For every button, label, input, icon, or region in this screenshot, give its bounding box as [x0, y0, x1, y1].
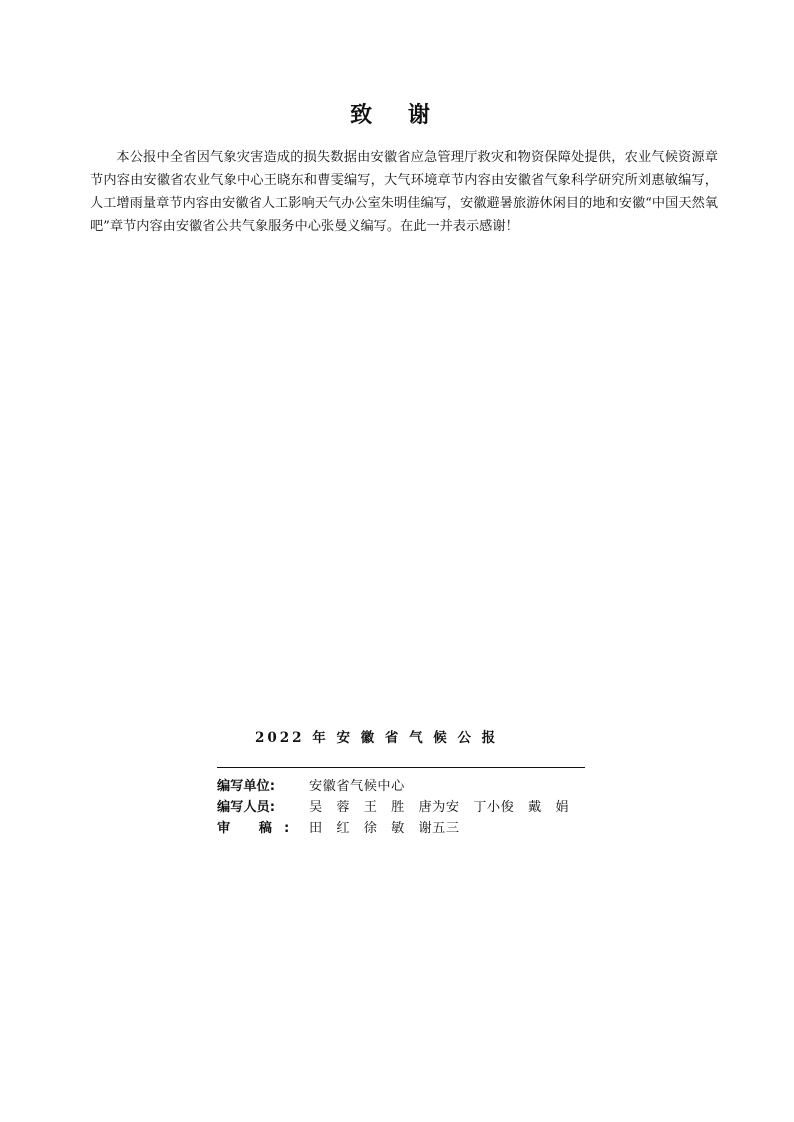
colophon-block [217, 725, 585, 839]
acknowledgement-heading: 致 谢 [350, 103, 444, 128]
reviewers-label: 审 稿: [217, 821, 302, 836]
compiler-value: 安徽省气候中心 [309, 779, 405, 794]
credits-list [217, 776, 585, 839]
credits-row-authors [217, 797, 585, 818]
divider-line [217, 767, 585, 768]
acknowledgement-paragraph: 本公报中全省因气象灾害造成的损失数据由安徽省应急管理厅救灾和物资保障处提供，农业气候资源章节内容由安徽省农业气象中心王晓东和曹雯编写，大气环境章节内容由安徽省气象科学研究所刘惠敏编写，人工增雨量章节内容由安徽省人工影响天气办公室朱明佳编写，安徽避暑旅游休闲目的地和安徽“中国天然氧吧”章节内容由安徽省公共气象服务中心张曼义编写。在此一并表示感谢！ [90, 150, 718, 234]
compiler-label: 编写单位: [217, 779, 276, 794]
reviewers-value: 田 红 徐 敏 谢五三 [309, 821, 460, 836]
credits-row-reviewers [217, 818, 585, 839]
authors-label: 编写人员: [217, 800, 276, 815]
bulletin-title: 2022 年 安 徽 省 气 候 公 报 [255, 730, 499, 746]
credits-row-compiler [217, 776, 585, 797]
authors-value: 吴 蓉 王 胜 唐为安 丁小俊 戴 娟 [309, 800, 570, 815]
